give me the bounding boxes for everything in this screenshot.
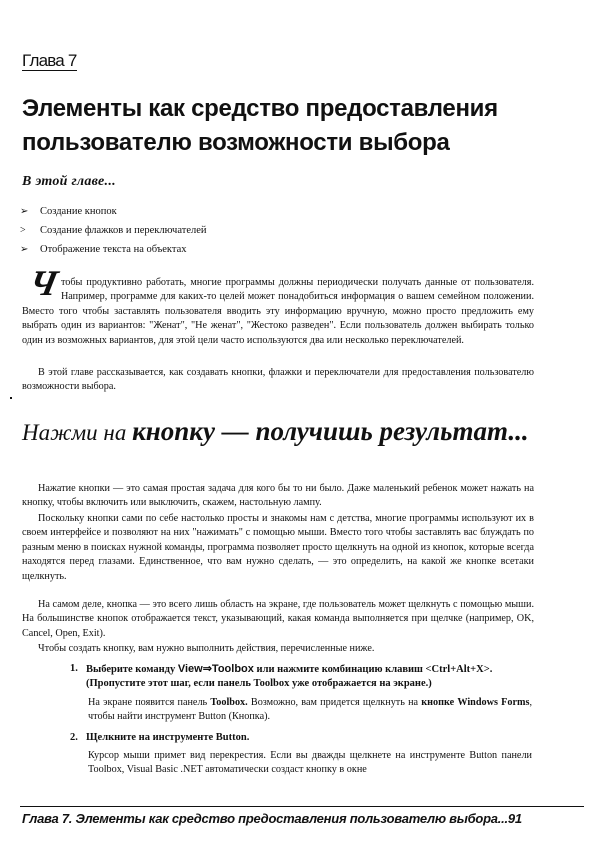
step-list (70, 662, 532, 778)
body-paragraph: Поскольку кнопки сами по себе настолько просты и знакомы нам с детства, многие программы используют их в своем интерфейсе и позволяют на них "нажимать" с помощью мыши. Вместо того чтобы заставлять вас блуждать по разным меню в поисках нужной команды, программа позволяет просто щелкнуть на одной из кнопок, которые всегда находятся перед глазами. Единственное, что вам нужно сделать, — это определить, на какой же кнопке всетаки щелкнуть. (22, 513, 534, 582)
chapter-title: Элементы как средство предоставления пользователю возможности выбора (22, 95, 498, 156)
intro-paragraph-2: В этой главе рассказывается, как создавать кнопки, флажки и переключатели для предоставления пользователю возможности выбора. (22, 367, 534, 393)
chapter-label: Глава 7 (22, 51, 77, 70)
page-footer: Глава 7. Элементы как средство предоставления пользователю выбора...91 (22, 811, 522, 826)
footer-rule (20, 806, 584, 807)
arrow-bullet-icon: > (20, 225, 26, 236)
section-heading: Нажми на кнопку — получишь результат... (22, 416, 529, 446)
topic-list (20, 202, 207, 259)
list-item: ➢ Создание кнопок (20, 202, 207, 221)
page-number: 91 (507, 811, 522, 826)
list-item: > Создание флажков и переключателей (20, 221, 207, 240)
in-chapter-label: В этой главе... (22, 174, 116, 189)
step-2: 2. Щелкните на инструменте Button. Курсор мыши примет вид перекрестия. Если вы дважды щелкнете на инструменте Button панели Toolbox, Visual Basic .NET автоматически создаст кнопку в окне (70, 731, 532, 776)
body-paragraph: Чтобы создать кнопку, вам нужно выполнить действия, перечисленные ниже. (38, 643, 375, 654)
drop-cap: Ч (25, 263, 62, 303)
intro-paragraph: Чтобы продуктивно работать, многие программы должны периодически получать данные от пользователя. Например, программе для каких-то целей может понадобиться информация о вашем семейном положении. Вместо того чтобы заставлять пользователя вводить эту информацию вручную, можно просто предложить ему выбрать один из вариантов: "Женат", "Не женат", "Жестоко разведен". Если пользователь должен выбирать только один из возможных вариантов, для этой цели часто используются два или несколько переключателей. (22, 263, 534, 346)
body-paragraph: Нажатие кнопки — это самая простая задача для кого бы то ни было. Даже маленький ребенок может нажать на кнопку, чтобы включить или выключить, скажем, настольную лампу. (22, 483, 534, 509)
arrow-bullet-icon: ➢ (20, 206, 29, 217)
menu-command: View⇒Toolbox (177, 663, 254, 675)
page-speck (10, 397, 12, 399)
step-1: 1. Выберите команду View⇒Toolbox или нажмите комбинацию клавиш <Ctrl+Alt+X>. (Пропустите этот шаг, если панель Toolbox уже отображается на экране.) На экране появится панель Toolbox. Возможно, вам придется щелкнуть на кнопке Windows Forms, чтобы найти инструмент Button (Кнопка). (70, 663, 532, 723)
arrow-bullet-icon: ➢ (20, 244, 29, 255)
body-paragraph: На самом деле, кнопка — это всего лишь область на экране, где пользователь может щелкнуть с помощью мыши. На большинстве кнопок отображается текст, указывающий, какая команда выполняется при щелчке (например, OK, Cancel, Open, Exit). (22, 599, 534, 639)
list-item: ➢ Отображение текста на объектах (20, 240, 207, 259)
